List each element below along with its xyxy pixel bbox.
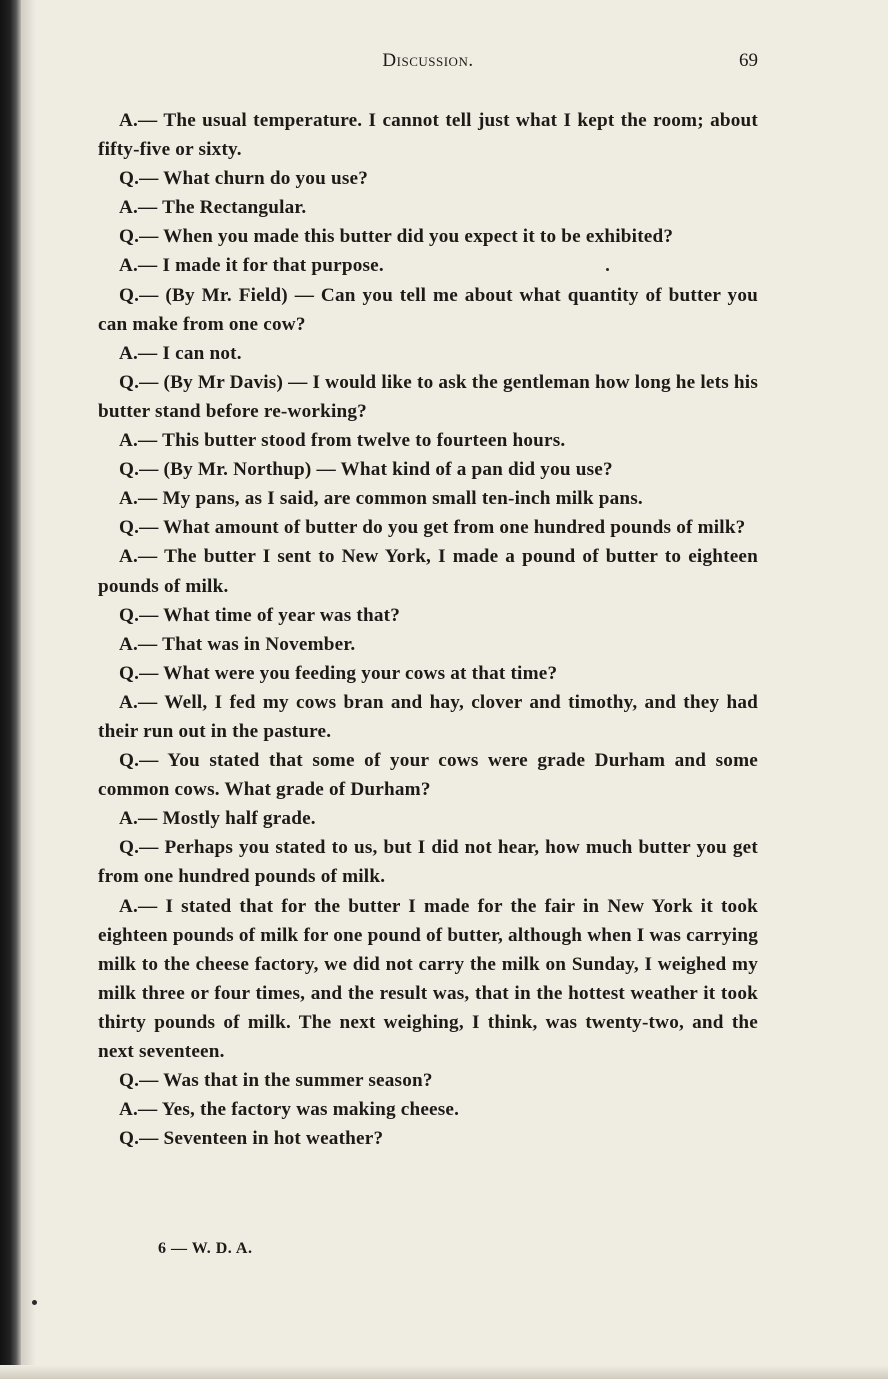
running-head: Discussion. <box>382 50 474 71</box>
paragraph: A.— Yes, the factory was making cheese. <box>119 1099 460 1121</box>
paragraph: Q.— Perhaps you stated to us, but I did not hear, how much butter you get from one hundred pounds of milk. <box>98 837 758 888</box>
paragraph: Q.— (By Mr. Field) — Can you tell me about what quantity of butter you can make from one cow? <box>98 284 758 335</box>
ink-speck <box>32 1300 37 1305</box>
page-number: 69 <box>739 50 758 71</box>
paragraph: A.— That was in November. <box>119 633 356 655</box>
paragraph: Q.— What were you feeding your cows at that time? <box>119 662 558 684</box>
paragraph: A.— I can not. <box>119 342 242 364</box>
paragraph: A.— The butter I sent to New York, I made a pound of butter to eighteen pounds of milk. <box>98 546 758 597</box>
paragraph: A.— Mostly half grade. <box>119 808 316 830</box>
page-header <box>98 50 758 76</box>
paragraph: Q.— (By Mr. Northup) — What kind of a pan did you use? <box>119 459 613 481</box>
paragraph: Q.— Seventeen in hot weather? <box>119 1128 384 1150</box>
page-body <box>98 106 758 1153</box>
paragraph: A.— The Rectangular. <box>119 197 307 219</box>
paragraph: Q.— When you made this butter did you expect it to be exhibited? <box>119 226 674 248</box>
paragraph: A.— The usual temperature. I cannot tell just what I kept the room; about fifty-five or sixty. <box>98 110 758 161</box>
paragraph: A.— My pans, as I said, are common small ten-inch milk pans. <box>119 488 643 510</box>
gutter-shading <box>22 0 36 1379</box>
paragraph: Q.— Was that in the summer season? <box>119 1070 433 1092</box>
paragraph: Q.— What time of year was that? <box>119 604 401 626</box>
paragraph: A.— This butter stood from twelve to fourteen hours. <box>119 430 566 452</box>
paragraph: Q.— What amount of butter do you get from one hundred pounds of milk? <box>119 517 746 539</box>
paragraph: Q.— You stated that some of your cows were grade Durham and some common cows. What grade of Durham? <box>98 750 758 801</box>
paragraph: A.— I made it for that purpose. <box>119 255 384 277</box>
paragraph: A.— Well, I fed my cows bran and hay, clover and timothy, and they had their run out in the pasture. <box>98 691 758 742</box>
book-spine-shadow <box>0 0 22 1379</box>
paragraph: Q.— What churn do you use? <box>119 168 369 190</box>
page-bottom-edge <box>0 1365 888 1379</box>
paragraph: Q.— (By Mr Davis) — I would like to ask the gentleman how long he lets his butter stand before re-working? <box>98 371 758 422</box>
paragraph: A.— I stated that for the butter I made for the fair in New York it took eighteen pounds of milk for one pound of butter, although when I was carrying milk to the cheese factory, we did not carry the milk on Sunday, I weighed my milk three or four times, and the result was, that in the hottest weather it took thirty pounds of milk. The next weighing, I think, was twenty-two, and the next seventeen. <box>98 895 758 1062</box>
signature-mark: 6 — W. D. A. <box>158 1240 253 1257</box>
ink-speck <box>606 268 609 271</box>
